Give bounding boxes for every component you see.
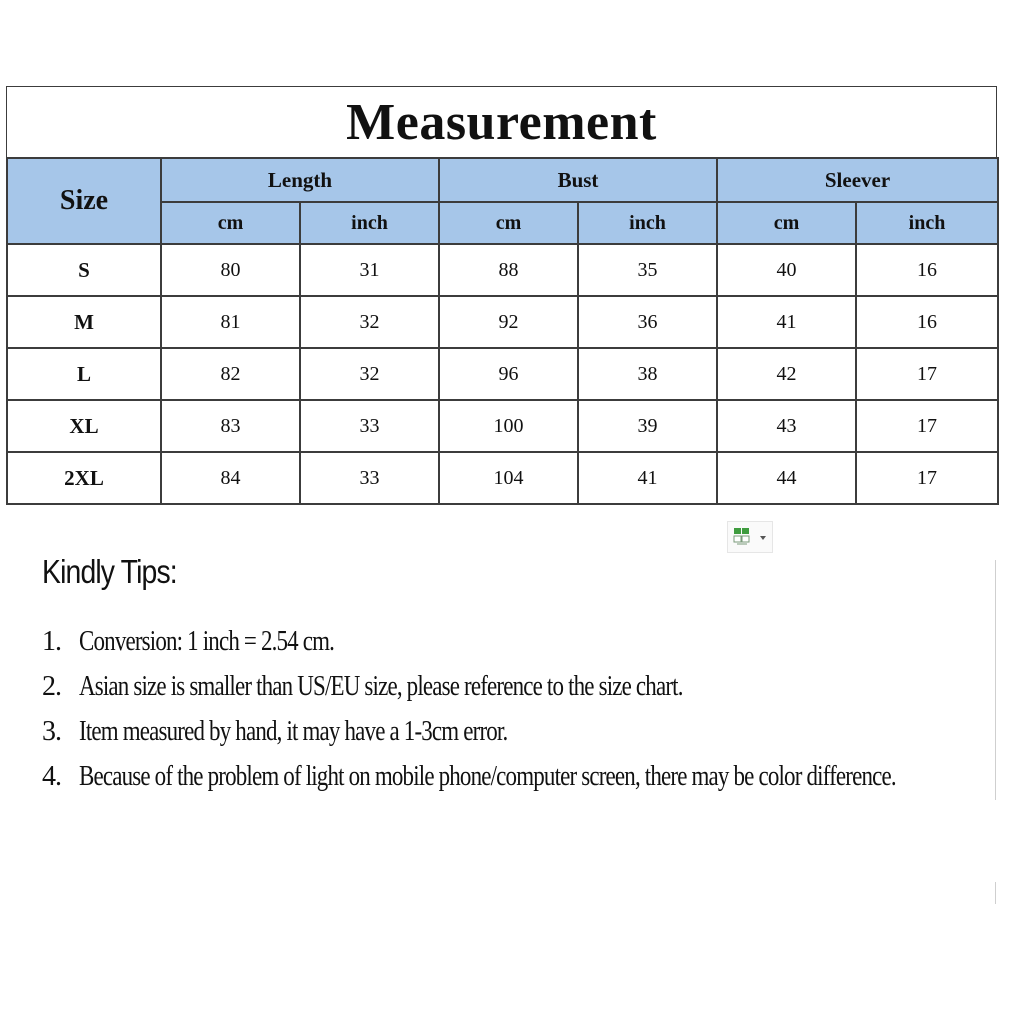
group-header-row (7, 158, 998, 202)
unit-header: inch (578, 202, 717, 244)
table-cell: 35 (578, 244, 717, 296)
size-cell: L (7, 348, 161, 400)
size-cell: S (7, 244, 161, 296)
edge-line (995, 560, 996, 800)
table-cell: 38 (578, 348, 717, 400)
table-cell: 44 (717, 452, 856, 504)
table-cell: 39 (578, 400, 717, 452)
size-table (6, 157, 999, 505)
table-cell: 17 (856, 348, 998, 400)
table-cell: 104 (439, 452, 578, 504)
length-header: Length (161, 158, 439, 202)
list-number: 1. (42, 626, 61, 657)
measurement-sheet (6, 86, 997, 505)
unit-header: cm (161, 202, 300, 244)
list-number: 3. (42, 716, 61, 747)
list-text: Because of the problem of light on mobile phone/computer screen, there may be color difference. (79, 761, 896, 792)
table-cell: 32 (300, 348, 439, 400)
unit-header: inch (300, 202, 439, 244)
table-row (7, 244, 998, 296)
table-cell: 92 (439, 296, 578, 348)
tips-title: Kindly Tips: (42, 553, 177, 590)
sleever-header: Sleever (717, 158, 998, 202)
table-cell: 16 (856, 244, 998, 296)
size-cell: 2XL (7, 452, 161, 504)
table-cell: 81 (161, 296, 300, 348)
table-cell: 43 (717, 400, 856, 452)
tips-list (42, 619, 942, 799)
table-cell: 17 (856, 400, 998, 452)
table-cell: 32 (300, 296, 439, 348)
list-number: 4. (42, 761, 61, 792)
table-cell: 36 (578, 296, 717, 348)
unit-header: inch (856, 202, 998, 244)
table-cell: 84 (161, 452, 300, 504)
list-text: Asian size is smaller than US/EU size, please reference to the size chart. (79, 671, 683, 702)
bust-header: Bust (439, 158, 717, 202)
table-cell: 100 (439, 400, 578, 452)
table-cell: 83 (161, 400, 300, 452)
table-cell: 88 (439, 244, 578, 296)
table-cell: 41 (578, 452, 717, 504)
list-item (42, 664, 942, 709)
title-box (6, 86, 997, 157)
table-cell: 16 (856, 296, 998, 348)
table-cell: 17 (856, 452, 998, 504)
list-text: Conversion: 1 inch = 2.54 cm. (79, 626, 335, 657)
table-cell: 31 (300, 244, 439, 296)
table-row (7, 400, 998, 452)
list-number: 2. (42, 671, 61, 702)
table-cell: 96 (439, 348, 578, 400)
size-cell: M (7, 296, 161, 348)
table-cell: 41 (717, 296, 856, 348)
tips-section (42, 553, 942, 799)
table-cell: 33 (300, 452, 439, 504)
table-row (7, 348, 998, 400)
list-item (42, 709, 942, 754)
list-text: Item measured by hand, it may have a 1-3cm error. (79, 716, 508, 747)
page-title: Measurement (346, 93, 657, 151)
paste-options-icon[interactable] (727, 521, 773, 553)
list-item (42, 754, 942, 799)
unit-header: cm (439, 202, 578, 244)
table-cell: 33 (300, 400, 439, 452)
size-header: Size (7, 158, 161, 244)
table-row (7, 452, 998, 504)
table-cell: 40 (717, 244, 856, 296)
list-item (42, 619, 942, 664)
table-row (7, 296, 998, 348)
edge-line (995, 882, 996, 904)
table-cell: 82 (161, 348, 300, 400)
table-cell: 42 (717, 348, 856, 400)
table-cell: 80 (161, 244, 300, 296)
size-cell: XL (7, 400, 161, 452)
unit-header: cm (717, 202, 856, 244)
